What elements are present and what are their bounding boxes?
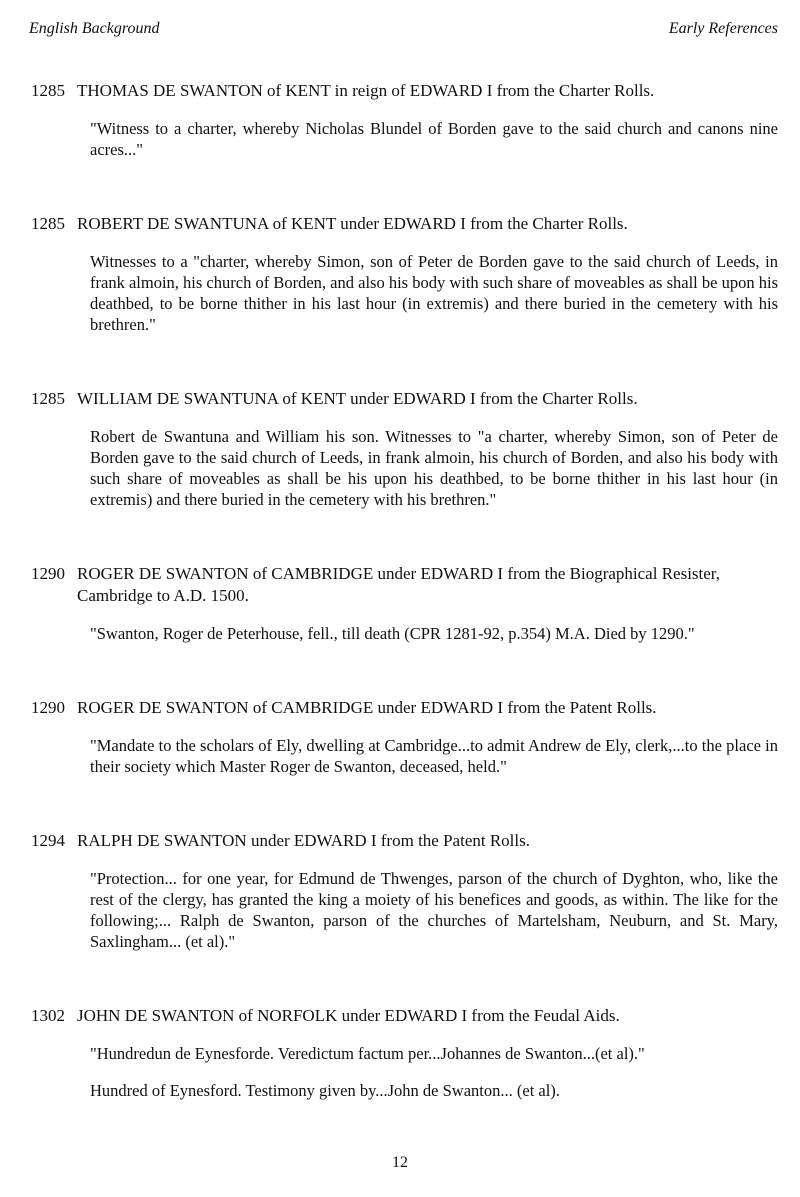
entry-title: JOHN DE SWANTON of NORFOLK under EDWARD I from the Feudal Aids. (77, 1006, 620, 1025)
entry (0, 80, 800, 160)
entry (0, 213, 800, 335)
entry-heading (0, 1005, 760, 1027)
entry-text: Robert de Swantuna and William his son. Witnesses to "a charter, whereby Simon, son of Peter de Borden gave to the said church of Leeds, in frank almoin, his church of Borden, and also his body with such share of moveables as shall be his upon his deathbed, to be borne thither in his last hour (in extremis) and there buried in the cemetery with his brethren." (90, 427, 778, 509)
entry-title: RALPH DE SWANTON under EDWARD I from the Patent Rolls. (77, 831, 530, 850)
entry (0, 697, 800, 777)
entry-title: ROBERT DE SWANTUNA of KENT under EDWARD I from the Charter Rolls. (77, 214, 628, 233)
entry-year: 1285 (31, 81, 65, 100)
entry-heading (0, 830, 760, 852)
entry (0, 830, 800, 952)
entry-text: "Hundredun de Eynesforde. Veredictum factum per...Johannes de Swanton...(et al)." (90, 1044, 645, 1063)
entry-year: 1290 (31, 698, 65, 717)
entry-text: Hundred of Eynesford. Testimony given by...John de Swanton... (et al). (90, 1081, 560, 1100)
running-header-right: Early References (668, 20, 778, 37)
entry-title: THOMAS DE SWANTON of KENT in reign of EDWARD I from the Charter Rolls. (77, 81, 655, 100)
entry (0, 1005, 800, 1101)
entry-heading (0, 80, 760, 102)
entry-text: "Protection... for one year, for Edmund de Thwenges, parson of the church of Dyghton, who, like the rest of the clergy, has granted the king a moiety of his benefices and goods, as within. The like for the following;... Ralph de Swanton, parson of the churches of Martelsham, Neuburn, and St. Mary, Saxlingham... (et al)." (90, 869, 778, 951)
entries-list (0, 80, 800, 1101)
entry-year: 1290 (31, 564, 65, 583)
entry-heading (0, 388, 760, 410)
entry-heading (0, 697, 760, 719)
entry-text: "Mandate to the scholars of Ely, dwelling at Cambridge...to admit Andrew de Ely, clerk,...to the place in their society which Master Roger de Swanton, deceased, held." (90, 736, 778, 776)
entry-text: "Witness to a charter, whereby Nicholas Blundel of Borden gave to the said church and canons nine acres..." (90, 119, 778, 159)
entry (0, 563, 800, 644)
entry-text: "Swanton, Roger de Peterhouse, fell., till death (CPR 1281-92, p.354) M.A. Died by 1290." (90, 624, 695, 643)
entry-year: 1294 (31, 831, 65, 850)
page-number: 12 (392, 1154, 408, 1171)
entry-year: 1285 (31, 389, 65, 408)
entry-title: WILLIAM DE SWANTUNA of KENT under EDWARD I from the Charter Rolls. (77, 389, 638, 408)
entry-title: ROGER DE SWANTON of CAMBRIDGE under EDWARD I from the Patent Rolls. (77, 698, 657, 717)
running-header-left: English Background (29, 20, 160, 37)
entry-title: ROGER DE SWANTON of CAMBRIDGE under EDWARD I from the Biographical Resister, Cambridge to A.D. 1500. (77, 564, 721, 605)
entry (0, 388, 800, 510)
entry-year: 1285 (31, 214, 65, 233)
entry-heading (0, 563, 760, 607)
entry-heading (0, 213, 760, 235)
entry-text: Witnesses to a "charter, whereby Simon, son of Peter de Borden gave to the said church of Leeds, in frank almoin, his church of Borden, and also his body with such share of moveables as shall be upon his deathbed, to be borne thither in his last hour (in extremis) and there buried in the cemetery with his brethren." (90, 252, 778, 334)
entry-year: 1302 (31, 1006, 65, 1025)
